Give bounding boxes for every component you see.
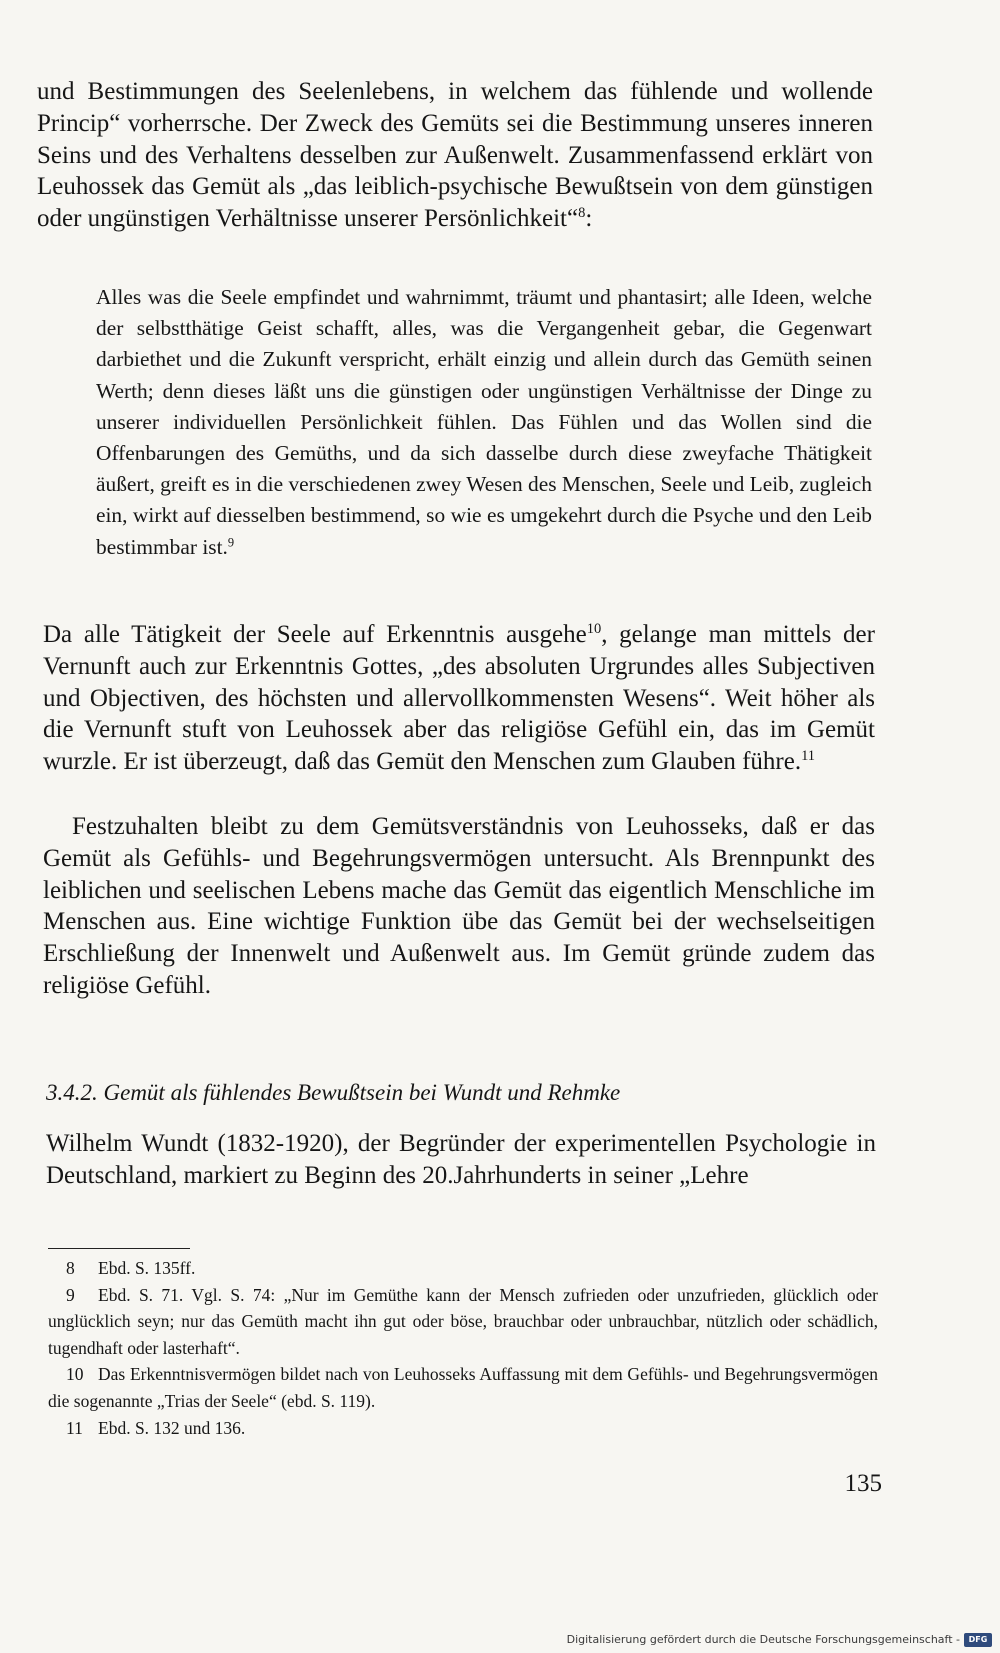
section-heading: 3.4.2. Gemüt als fühlendes Bewußtsein bei Wundt und Rehmke — [46, 1080, 621, 1105]
footnote-9 — [48, 1282, 878, 1362]
body-paragraph-1 — [37, 76, 873, 235]
footnote-divider — [48, 1248, 190, 1249]
footnotes — [48, 1255, 878, 1441]
paragraph-text: , gelange man mittels der Vernunft auch zur Erkenntnis Gottes, „des absoluten Urgrundes alles Subjectiven und Objectiven, des höchsten und allervollkommensten Wesens“. Weit höher als die Vernunft stuft von Leuhossek aber das religiöse Gefühl ein, das im Gemüt wurzle. Er ist überzeugt, daß das Gemüt den Menschen zum Glauben führe. — [43, 621, 875, 776]
block-quote — [96, 282, 872, 563]
digitization-note: Digitalisierung gefördert durch die Deutsche Forschungsgemeinschaft - — [566, 1633, 960, 1646]
footnote-number: 10 — [66, 1364, 84, 1385]
footnote-number: 9 — [66, 1284, 75, 1305]
paragraph-text: Da alle Tätigkeit der Seele auf Erkenntnis ausgehe — [43, 621, 587, 648]
dfg-logo-icon: DFG — [964, 1633, 992, 1647]
footnote-text: Das Erkenntnisvermögen bildet nach von Leuhosseks Auffassung mit dem Gefühls- und Begehrungsvermögen die sogenannte „Trias der Seele“ (ebd. S. 119). — [48, 1364, 878, 1411]
footnote-ref-9: 9 — [227, 534, 235, 549]
footnote-text: Ebd. S. 135ff. — [98, 1258, 196, 1278]
body-paragraph-2 — [43, 619, 875, 778]
paragraph-text: : — [585, 205, 593, 233]
quote-text: Alles was die Seele empfindet und wahrnimmt, träumt und phantasirt; alle Ideen, welche der selbstthätige Geist schafft, alles, was die Vergangenheit gebar, die Gegenwart darbiethet und die Zukunft verspricht, erhält einzig und allein durch das Gemüth seinen Werth; denn dieses läßt uns die günstigen oder ungünstigen Verhältnisse der Dinge zu unserer individuellen Persönlichkeit fühlen. Das Fühlen und das Wollen sind die Offenbarungen des Gemüths, und da sich dasselbe durch diese zweyfache Thätigkeit äußert, greift es in die verschiedenen zwey Wesen des Menschen, Seele und Leib, zugleich ein, wirkt auf diesselben bestimmend, so wie es umgekehrt durch die Psyche und den Leib bestimmbar ist. — [96, 285, 872, 559]
footnote-ref-10: 10 — [586, 621, 602, 638]
page-number: 135 — [844, 1470, 882, 1497]
footnote-ref-11: 11 — [801, 748, 816, 765]
body-paragraph-3: Festzuhalten bleibt zu dem Gemütsverständnis von Leuhosseks, daß er das Gemüt als Gefühls- und Begehrungsvermögen untersucht. Als Brennpunkt des leiblichen und seelischen Lebens mache das Gemüt das eigentlich Menschliche im Menschen aus. Eine wichtige Funktion übe das Gemüt bei der wechselseitigen Erschließung der Innenwelt und Außenwelt aus. Im Gemüt gründe zudem das religiöse Gefühl. — [43, 813, 875, 999]
paragraph-text: und Bestimmungen des Seelenlebens, in welchem das fühlende und wollende Princip“ vorherrsche. Der Zweck des Gemüts sei die Bestimmung unseres inneren Seins und des Verhaltens desselben zur Außenwelt. Zusammenfassend erklärt von Leuhossek das Gemüt als „das leiblich-psychische Bewußtsein von dem günstigen oder ungünstigen Verhältnisse unserer Persönlichkeit“ — [37, 78, 873, 233]
footnote-text: Ebd. S. 71. Vgl. S. 74: „Nur im Gemüthe kann der Mensch zufrieden oder unzufrieden, glücklich oder unglücklich seyn; nur das Gemüth macht ihn gut oder böse, brauchbar oder unbrauchbar, nützlich oder schädlich, tugendhaft oder lasterhaft“. — [48, 1284, 878, 1358]
footnote-11 — [48, 1415, 878, 1442]
footnote-number: 8 — [66, 1258, 75, 1278]
footnote-8 — [48, 1255, 878, 1282]
footnote-text: Ebd. S. 132 und 136. — [98, 1417, 246, 1438]
footnote-ref-8: 8 — [578, 205, 586, 222]
body-paragraph-4: Wilhelm Wundt (1832-1920), der Begründer der experimentellen Psychologie in Deutschland, markiert zu Beginn des 20.Jahrhunderts in seiner „Lehre — [46, 1130, 876, 1189]
footnote-number: 11 — [66, 1417, 83, 1438]
footnote-10 — [48, 1361, 878, 1414]
